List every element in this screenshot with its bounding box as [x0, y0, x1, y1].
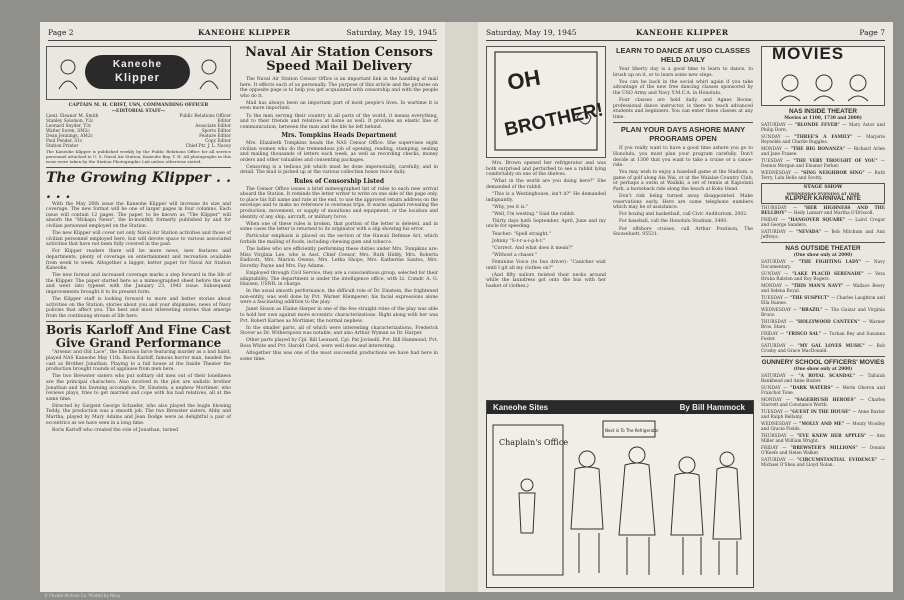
- movie-day: SUNDAY: [761, 272, 781, 278]
- growing-klipper-body: [46, 202, 231, 320]
- staff-note: The Kaneohe Klipper is published weekly by the Public Relations Office for all service personnel attached to U. S. Naval Air Station, Kaneohe Bay, T. H. All photographs in this issue were taken by the Station Photographic Lab unless otherwise stated.: [46, 149, 231, 164]
- movie-listing: FRIDAY — "BREWSTER'S MILLIONS" — Dennis O'Keefe and Helen Walker.: [761, 446, 886, 457]
- movie-listing: FRIDAY — "FRISCO SAL" — Turhan Bey and Susanna Foster.: [761, 332, 885, 343]
- movie-title: "EVE KNEW HER APPLES": [796, 434, 867, 440]
- movie-cast: Ruth Terry, Lulu Belle and Scotty.: [761, 171, 886, 182]
- movie-cast: Turhan Bey and Susanna Foster.: [761, 332, 885, 343]
- paragraph: Mail has always been an important part of most people's lives. In wartime it is even more important.: [240, 100, 438, 112]
- right-running-head: [486, 28, 885, 41]
- staff-title: —EDITORIAL STAFF—: [111, 108, 166, 114]
- staff-role: Associate Editor: [195, 124, 231, 130]
- movie-cast: Laird Cregar and George Sanders.: [761, 217, 885, 228]
- movie-listing: THURSDAY — "HOLLYWOOD CANTEEN" — Warner Bros. Stars.: [761, 320, 885, 331]
- movie-cast: Hedy Lamarr and Martha O'Driscoll.: [793, 210, 874, 216]
- movie-day: SUNDAY: [761, 386, 781, 392]
- staff-name: Station Printer: [46, 144, 79, 150]
- sites-drawing: [487, 415, 753, 585]
- stage-show-box: [761, 183, 885, 204]
- staff-role: Public Relations Officer: [179, 114, 231, 120]
- movie-title: "FRISCO SAL": [786, 332, 821, 338]
- paragraph: Teacher: "Spell straight.": [492, 231, 551, 237]
- divider: [613, 122, 753, 123]
- movie-title: "SING NEIGHBOR SING": [800, 171, 865, 177]
- karloff-body: [46, 350, 231, 433]
- left-masthead: KANEOHE KLIPPER: [198, 28, 291, 37]
- censor-sub1: Mrs. Tompkins Heads Department: [281, 132, 397, 140]
- movie-listing: SATURDAY — "THE FIGHTING LADY" — Navy Documentary.: [761, 260, 885, 271]
- klipper-logo: [46, 46, 231, 100]
- paragraph: Thirty days hath September, April, June and my uncle for speeding.: [486, 218, 606, 230]
- logo-line1: Kaneohe: [112, 59, 163, 70]
- movie-listing: SUNDAY — "LAKE PLACID SERENADE" — Vera Hruba Ralston and Roy Rogers.: [761, 272, 885, 283]
- movie-listing: SATURDAY — "A ROYAL SCANDAL" — Tallulah Bankhead and Anne Baxter.: [761, 374, 885, 385]
- paragraph: Directed by Sargent George Schaefer, who also played the bugle blowing Teddy, the production was a smooth job. The two Brewster sisters, Abby and Martha, played by Mary Adams and Jean Dodge were as delightful a pair of eccentrics as we have seen in a long time.: [46, 403, 231, 426]
- paragraph: Janet Sisson as Elaine Harper in one of the few straight roles of the play was able to hold her own against more eccentric characterizations. Right along with her was Pvt. Robert Karnes as Mortimer, the normal nephew.: [240, 307, 438, 324]
- movie-day: WEDNESDAY: [761, 308, 792, 314]
- movie-cast: Charles Laughton and Ella Raines.: [761, 296, 885, 307]
- paragraph: Boris Karloff who created the role of Jonathan, turned: [52, 427, 179, 433]
- movie-listing: SUNDAY — "DARK WATERS" — Merle Oberon and Franchot Tone.: [761, 386, 885, 397]
- paragraph: Your liberty day is a good time to learn to dance, to brush up on it, or to learn some new steps.: [613, 67, 753, 78]
- movie-listing: SATURDAY — "NEVADA" — Bob Mitchum and Ann Jeffreys.: [761, 229, 886, 240]
- inside-theater-sub: Movies at 1100, 1730 and 2000): [784, 115, 862, 121]
- movie-day: SATURDAY: [761, 344, 786, 350]
- movie-cast: Richard Arlen and Jane Frazee.: [761, 147, 885, 158]
- paragraph: The new Klipper will cover not only Naval Air Station activities and those of civilian personnel employed here, but will devote space to various associated activities that have not been fully covered in the past.: [46, 231, 231, 248]
- inside-theater-list: [761, 123, 885, 181]
- paragraph: The new format and increased coverage marks a step forward in the life of the Klipper. The paper started here as a mimeographed sheet before the war and went into typeset with the January 23, 1943 issue. Subsequent improvements brought it to its present form.: [46, 273, 231, 295]
- right-page: [478, 22, 893, 592]
- staff-role: Editor: [217, 119, 231, 125]
- movie-day: FRIDAY: [761, 446, 779, 452]
- logo-line2: Klipper: [115, 72, 160, 84]
- dance-body: [613, 67, 753, 120]
- outside-theater-title: NAS OUTSIDE THEATER: [785, 244, 861, 252]
- paragraph: "Arsenic and Old Lace", the hilarious farce featuring murder as a bad habit, played NAS Kaneohe May 11th. Boris Karloff, famous horror man, headed the cast as Brother Jonathan. Playing to a full house at the Inside Theater the production brought rounds of applause from men here.: [46, 350, 231, 373]
- movie-title: "BLONDE FEVER": [794, 123, 840, 129]
- movie-listing: SUNDAY — "THREE'S A FAMILY" — Marjorie Reynolds and Charlie Ruggles.: [761, 135, 885, 146]
- captain-line: CAPTAIN M. H. CRIST, USN, COMMANDING OFFICER: [68, 103, 209, 108]
- staff-name: Paul Pender, S1c: [46, 139, 83, 145]
- movie-title: "THE FIGHTING LADY": [798, 260, 862, 266]
- movie-listing: THURSDAY — "HER HIGHNESS AND THE BELLBOY" — Hedy Lamarr and Martha O'Driscoll.: [761, 205, 885, 216]
- movie-listing: FRIDAY — "HANGOVER SQUARE" — Laird Cregar and George Sanders.: [761, 217, 885, 228]
- gunnery-sub: (One show only at 2000): [793, 366, 853, 372]
- cartoon-drawing: [487, 47, 605, 155]
- paragraph: To the men serving their country in all parts of the world, it means everything, and to their friends and relatives at home as well. It provides an elastic line of communication, between the man and the life he left behind.: [240, 113, 438, 130]
- outside-theater-list: [761, 260, 885, 354]
- growing-klipper-title: The Growing Klipper . . . . .: [46, 169, 231, 202]
- movie-title: "THREE'S A FAMILY": [794, 135, 853, 141]
- paragraph: The Censor Office issues a brief mimeographed list of rules to each new arrival aboard the Station. It reminds the letter writer to write on one side of the page only, to place his full name and rate at the end, to use the approved return address on the envelope and to make no reference to overseas trips. It warns against revealing the production, movement, or supply of munitions and equipment, or the location and identity of any ship, aircraft, or military force.: [240, 186, 438, 220]
- movie-title: "HANGOVER SQUARE": [788, 217, 846, 223]
- paragraph: Censoring is a tedious job which must be done impersonally, carefully, and in detail. The mail is picked up at the various collection boxes twice daily.: [240, 164, 438, 176]
- paragraph: Particular emphasis is placed on the section of the Hawaii Defense Act, which forbids the mailing of foods, including chewing gum and tobacco.: [240, 234, 438, 245]
- movie-listing: TUESDAY — "GUEST IN THE HOUSE" — Anne Baxter and Ralph Bellamy.: [761, 410, 886, 421]
- left-page: [40, 22, 445, 592]
- paragraph: (And fifty sailors twisted their necks around while the laundress got onto the bus with her basket of clothes.): [486, 272, 606, 289]
- paragraph: Four classes are held daily, and Agnes Boone, professional dance instructor, is there to teach advanced students and beginners. You can enter these classes at any time.: [613, 97, 753, 120]
- divider: [761, 356, 885, 357]
- movie-cast: Anne Baxter and Ralph Bellamy.: [761, 410, 886, 421]
- left-page-number: Page 2: [48, 28, 74, 37]
- paragraph: The Naval Air Station Censor Office is an important link in the handling of mail here. It effects each of us personally. The purpose of this article and the pictures on the opposite page is to help you get acquainted with censorship and with the people who do it.: [240, 77, 438, 99]
- movie-day: TUESDAY: [761, 410, 783, 416]
- jokes-column: [486, 161, 606, 289]
- paragraph: The two Brewster sisters who put solitary old men out of their loneliness are the principal characters. Also involved in the plot are sadistic brother Jonathan and his fawning accomplice, Dr. Einstein; a nephew Mortimer, who reviews plays, tries to get married and cope with his bad relatives, all at the same time.: [46, 374, 231, 402]
- paragraph: Johnny "S-t-r-a-i-g-h-t.": [492, 238, 546, 244]
- movie-day: SUNDAY: [761, 135, 781, 141]
- censor-body-3: [240, 187, 438, 363]
- movies-logo: [761, 46, 885, 106]
- page-gutter: [445, 22, 478, 592]
- paragraph: Feminine Voice (to bus driver): "Canicher wait until I git all my clothes on?": [486, 259, 606, 271]
- movie-title: "MOLLY AND ME": [799, 422, 845, 428]
- movie-cast: Dennis Morgan and Eleanor Parker.: [761, 164, 840, 170]
- movie-cast: Charles Starrett and Constance Worth.: [761, 398, 886, 409]
- movie-title: "BREWSTER'S MILLIONS": [790, 446, 858, 452]
- sites-title: Kaneohe Sites: [493, 403, 549, 412]
- movie-day: SATURDAY: [761, 229, 786, 235]
- movie-day: SATURDAY: [761, 260, 786, 266]
- movie-cast: Dennis O'Keefe and Helen Walker.: [761, 446, 886, 457]
- movie-listing: SATURDAY — "CIRCUMSTANTIAL EVIDENCE" — Michael O'Shea and Lloyd Nolan.: [761, 458, 886, 469]
- next-sign: Next in To The Refrigerator: [605, 428, 659, 433]
- movie-cast: Tito Guizar and Virginia Bruce.: [761, 308, 885, 319]
- movie-title: "DARK WATERS": [790, 386, 833, 392]
- censor-body-2: [240, 141, 438, 176]
- gunnery-list: [761, 374, 885, 468]
- sailor-right-icon: [194, 57, 224, 91]
- movie-cast: Merle Oberon and Franchot Tone.: [761, 386, 885, 397]
- right-page-number: Page 7: [859, 28, 885, 37]
- paragraph: "Well, I'm westing." Said the rabbit.: [492, 211, 576, 217]
- movie-cast: Marjorie Reynolds and Charlie Ruggles.: [761, 135, 885, 146]
- staff-name: Walter Soren, SM2c: [46, 129, 90, 135]
- movie-title: "HOLLYWOOD CANTEEN": [795, 320, 860, 326]
- movie-day: TUESDAY: [761, 159, 783, 165]
- movies-characters-icon: [770, 71, 878, 103]
- inside-theater-list-2: [761, 206, 885, 240]
- outside-theater-sub: (One show only at 2000): [793, 252, 853, 258]
- plan-title: PLAN YOUR DAYS ASHORE MANY PROGRAMS OPEN: [620, 125, 746, 144]
- movie-cast: Vera Hruba Ralston and Roy Rogers.: [761, 272, 885, 283]
- left-column-2: [240, 46, 438, 364]
- movies-logo-text: MOVIES: [772, 44, 845, 63]
- inside-theater-title: NAS INSIDE THEATER: [788, 108, 858, 115]
- movie-cast: Ann Miller and William Wright.: [761, 434, 886, 445]
- staff-name: Leonard Snyder, Y3c: [46, 124, 92, 130]
- right-date: Saturday, May 19, 1945: [486, 28, 577, 37]
- paragraph: Other parts played by Cpl. Bill Leonard, Cpl. Pat Jovinelli, Pvt. Bill Hammond, Pvt. Ross White and Pvt. Harold Carol, were well done and interesting.: [240, 338, 438, 350]
- movie-day: FRIDAY: [761, 332, 779, 338]
- paragraph: For boxing and basketball, call Civic Auditorium, 2002.: [619, 212, 748, 218]
- movie-day: MONDAY: [761, 398, 782, 404]
- movie-day: TUESDAY: [761, 296, 783, 302]
- movie-title: "THE VERY THOUGHT OF YOU": [793, 159, 878, 165]
- movie-cast: Wallace Beery and Selena Royal.: [761, 284, 885, 295]
- paragraph: For baseball, call the Honolulu Stadium, 3400.: [619, 219, 728, 225]
- paragraph: Employed through Civil Service, they are a conscientious group, selected for their adaptability. The department is under the intelligence office, with Lt. Comdr. A. G. Hansen, USNR, in charge.: [240, 270, 438, 288]
- paragraph: Don't risk being turned away disappointed. Make reservations early. Here are some telephone numbers which may be of assistance.: [613, 194, 753, 211]
- movie-cast: Warner Bros. Stars.: [761, 320, 885, 331]
- movie-listing: TUESDAY — "THE VERY THOUGHT OF YOU" — Dennis Morgan and Eleanor Parker.: [761, 159, 886, 170]
- movie-day: FRIDAY: [761, 217, 779, 223]
- staff-role: Feature Editor: [199, 134, 231, 140]
- paragraph: You can be back in the social whirl again if you take advantage of the new free dancing classes sponsored by the USO Army and Navy Y.M.C.A. in Honolulu.: [613, 79, 753, 96]
- movie-title: "GUEST IN THE HOUSE": [790, 410, 851, 416]
- paragraph: Altogether this was one of the most successful productions we have had here in some time.: [240, 351, 438, 362]
- sites-byline: By Bill Hammock: [679, 403, 745, 412]
- karloff-title: Boris Karloff And Fine Cast Give Grand Performance: [46, 323, 231, 351]
- sites-banner: [487, 401, 753, 414]
- movie-listing: THURSDAY — "EVE KNEW HER APPLES" — Ann Miller and William Wright.: [761, 434, 886, 445]
- movie-day: THURSDAY: [761, 434, 787, 440]
- staff-list: [46, 114, 231, 149]
- paragraph: You may wish to enjoy a baseball game at the Stadium, a game of golf along Ala Wai, or at the Waialae Country Club, or perhaps a swim at Waikiki, a set of tennis at Kapiolani Park, a horseback ride along the beach at Koko Head.: [613, 170, 753, 192]
- divider: [46, 167, 231, 168]
- movie-cast: Tallulah Bankhead and Anne Baxter.: [761, 374, 885, 385]
- movie-day: SATURDAY: [761, 123, 786, 129]
- dance-title: LEARN TO DANCE AT USO CLASSES HELD DAILY: [615, 46, 751, 64]
- sailor-left-icon: [53, 57, 83, 91]
- stage-show-name: KLIPPER KARNIVAL NITE: [785, 195, 861, 203]
- stage-show-sub: WEDNESDAY EVENING AT 1830: [786, 190, 860, 196]
- movie-day: MONDAY: [761, 284, 782, 290]
- staff-name: Lieut. Eleanor M. Smith: [46, 114, 99, 120]
- movie-day: MONDAY: [761, 147, 782, 153]
- left-date: Saturday, May 19, 1945: [346, 28, 437, 37]
- paragraph: "Why, yes it is.": [492, 204, 529, 210]
- staff-role: Sports Editor: [201, 129, 231, 135]
- paragraph: In the usual smooth performance, the difficult role of Dr. Einstein, the frightened non-entity, was well done by Pvt. Warner Klemperer; his facial expressions alone were a fascinating addition to the play.: [240, 289, 438, 306]
- movie-listing: WEDNESDAY — "MOLLY AND ME" — Monty Woolley and Gracie Fields.: [761, 422, 886, 433]
- movie-day: THURSDAY: [761, 320, 787, 326]
- paragraph: "What in the world are you doing here?" She demanded of the rabbit.: [486, 179, 606, 190]
- paragraph: With the May 26th issue the Kaneohe Klipper will increase its size and coverage. The new format will be one of larger pages in four columns. Each issue will contain 12 pages. The paper, to be known as "The Klipper" will absorb the "Mokapu News", the bi-monthly formerly published by and for civilian personnel employed on the Station.: [46, 201, 231, 229]
- chaplain-sign: Chaplain's Office: [499, 438, 569, 447]
- paragraph: The Klipper staff is looking forward to more and better stories about activities on the Station; stories about you and your shipmates, news of Navy policies that affect you. The best and most interesting stories that emerge from the continuing stream of life here.: [46, 297, 231, 319]
- paragraph: If you really want to have a good time ashore you go to Honolulu, you must plan your program carefully. Don't decide at 1300 that you want to take a cruise or a canoe-ride.: [613, 146, 753, 169]
- paragraph: For offshore cruises, call Arthur Powlison, The Snoweluett, 95531.: [613, 226, 753, 238]
- left-column-1: [46, 46, 231, 435]
- movie-listing: MONDAY — "THE BIG BONANZA" — Richard Arlen and Jane Frazee.: [761, 147, 885, 158]
- movie-title: "NEVADA": [796, 229, 822, 235]
- right-column-1: [486, 46, 606, 291]
- movie-listing: WEDNESDAY — "BRAZIL" — Tito Guizar and Virginia Bruce.: [761, 308, 885, 319]
- left-running-head: [48, 28, 437, 41]
- movie-day: THURSDAY: [761, 205, 787, 211]
- movie-listing: SATURDAY — "MY GAL LOVES MUSIC" — Bob Crosby and Grace MacDonald.: [761, 344, 886, 355]
- paragraph: In the smaller parts, all of which were interesting characterizations, Frederick Stover as Dr. Witherspoon was notable, and also Arthur Wyman as Dr. Harper.: [240, 325, 438, 337]
- plan-body: [613, 146, 753, 237]
- movie-listing: TUESDAY — "THE SUSPECT" — Charles Laughton and Ella Raines.: [761, 296, 885, 307]
- staff-role: Chief Ptr. J. L. Nacey: [185, 144, 231, 150]
- movie-title: "HER HIGHNESS AND THE BELLBOY": [761, 205, 885, 216]
- movie-title: "LAKE PLACID SERENADE": [792, 272, 864, 278]
- movie-listing: MONDAY — "SAGEBRUSH HEROES" — Charles Starrett and Constance Worth.: [761, 398, 886, 409]
- movie-title: "MY GAL LOVES MUSIC": [797, 344, 865, 350]
- right-masthead: KANEOHE KLIPPER: [636, 28, 729, 37]
- right-column-2: [613, 46, 753, 239]
- kaneohe-sites-cartoon: [486, 400, 754, 588]
- gunnery-title: GUNNERY SCHOOL OFFICERS' MOVIES: [761, 359, 885, 367]
- staff-role: Copy Editor: [204, 139, 231, 145]
- censor-title: Naval Air Station Censors Speed Mail Delivery: [245, 45, 433, 74]
- movie-cast: Bob Crosby and Grace MacDonald.: [761, 344, 886, 355]
- movie-day: SATURDAY: [761, 458, 786, 464]
- paragraph: For Klipper readers there will be more news, new features and departments, plenty of coverage on entertainment and recreation available from week to week. Altogether a bigger, better paper for Naval Air Station Kaneohe.: [46, 249, 231, 272]
- logo-banner: [85, 55, 190, 89]
- movie-listing: WEDNESDAY — "SING NEIGHBOR SING" — Ruth Terry, Lulu Belle and Scotty.: [761, 171, 886, 182]
- movie-day: SATURDAY: [761, 374, 786, 380]
- oh-brother-cartoon: [486, 46, 606, 158]
- censor-sub2: Rules of Censorship Listed: [293, 178, 385, 185]
- paragraph: The ladies who are efficiently performing these duties under Mrs. Tompkins are: Miss Virginia Lee, who is Asst. Chief Censor, Mrs. Ruth Hiddy, Mrs. Roberta Endicott, Mrs. Marion Owens, Mrs. Letha Shope, Mrs. Katherine Santos, Mrs. Dorothy Payne and Mrs. Fay Adams.: [240, 247, 438, 269]
- paragraph: Mrs. Brown opened her refrigerator and was both surprised and perturbed to see a rabbit lying comfortably on one of the shelves.: [486, 161, 606, 178]
- paragraph: "Without a chaser.": [492, 252, 537, 258]
- movie-title: "THIS MAN'S NAVY": [791, 284, 844, 290]
- movie-title: "SAGEBRUSH HEROES": [794, 398, 856, 404]
- cartoon-text-oh: OH: [505, 64, 543, 96]
- movie-title: "CIRCUMSTANTIAL EVIDENCE": [797, 458, 878, 464]
- paragraph: When one of these rules is broken, that portion of the letter is deleted, and in some cases the letter is returned to its originator with a slip showing his error.: [240, 221, 438, 233]
- movie-title: "A ROYAL SCANDAL": [798, 374, 856, 380]
- divider: [46, 321, 231, 322]
- paragraph: "Correct. And what does it mean?": [492, 245, 573, 251]
- movie-cast: Mary Astor and Philip Dorn.: [761, 123, 885, 134]
- stage-show-title: STAGE SHOW: [803, 184, 843, 191]
- movie-cast: Bob Mitchum and Ann Jeffreys.: [761, 229, 886, 240]
- cartoon-text-brother: BROTHER!: [502, 99, 605, 141]
- movie-listing: SATURDAY — "BLONDE FEVER" — Mary Astor and Philip Dorn.: [761, 123, 885, 134]
- movie-listing: MONDAY — "THIS MAN'S NAVY" — Wallace Beery and Selena Royal.: [761, 284, 885, 295]
- movie-title: "BRAZIL": [799, 308, 823, 314]
- paragraph: "This is a Westinghouse, isn't it?" He demanded indignantly.: [486, 191, 606, 203]
- movie-title: "THE SUSPECT": [789, 296, 830, 302]
- censor-body: [240, 77, 438, 130]
- movie-cast: Michael O'Shea and Lloyd Nolan.: [761, 463, 834, 469]
- footer-credit: © Private Archive Co. Printed by Navy: [44, 593, 121, 598]
- movie-day: WEDNESDAY: [761, 422, 792, 428]
- paragraph: Mrs. Elizabeth Tompkins heads the NAS Censor Office. She supervises eight civilian women who do the tremendous job of opening, reading, stamping, sealing and mailing thousands of letters each week, as well as recording checks, money orders and other valuables and consenting packages.: [240, 140, 438, 163]
- movies-column: [761, 46, 885, 470]
- movie-day: WEDNESDAY: [761, 171, 792, 177]
- divider: [761, 242, 885, 243]
- movie-cast: Monty Woolley and Gracie Fields.: [761, 422, 886, 433]
- movie-title: "THE BIG BONANZA": [790, 147, 845, 153]
- staff-name: Dean Jennings, AM2c: [46, 134, 93, 140]
- staff-name: Stanley Solomon, Y2c: [46, 119, 94, 125]
- movie-cast: Navy Documentary.: [761, 260, 885, 271]
